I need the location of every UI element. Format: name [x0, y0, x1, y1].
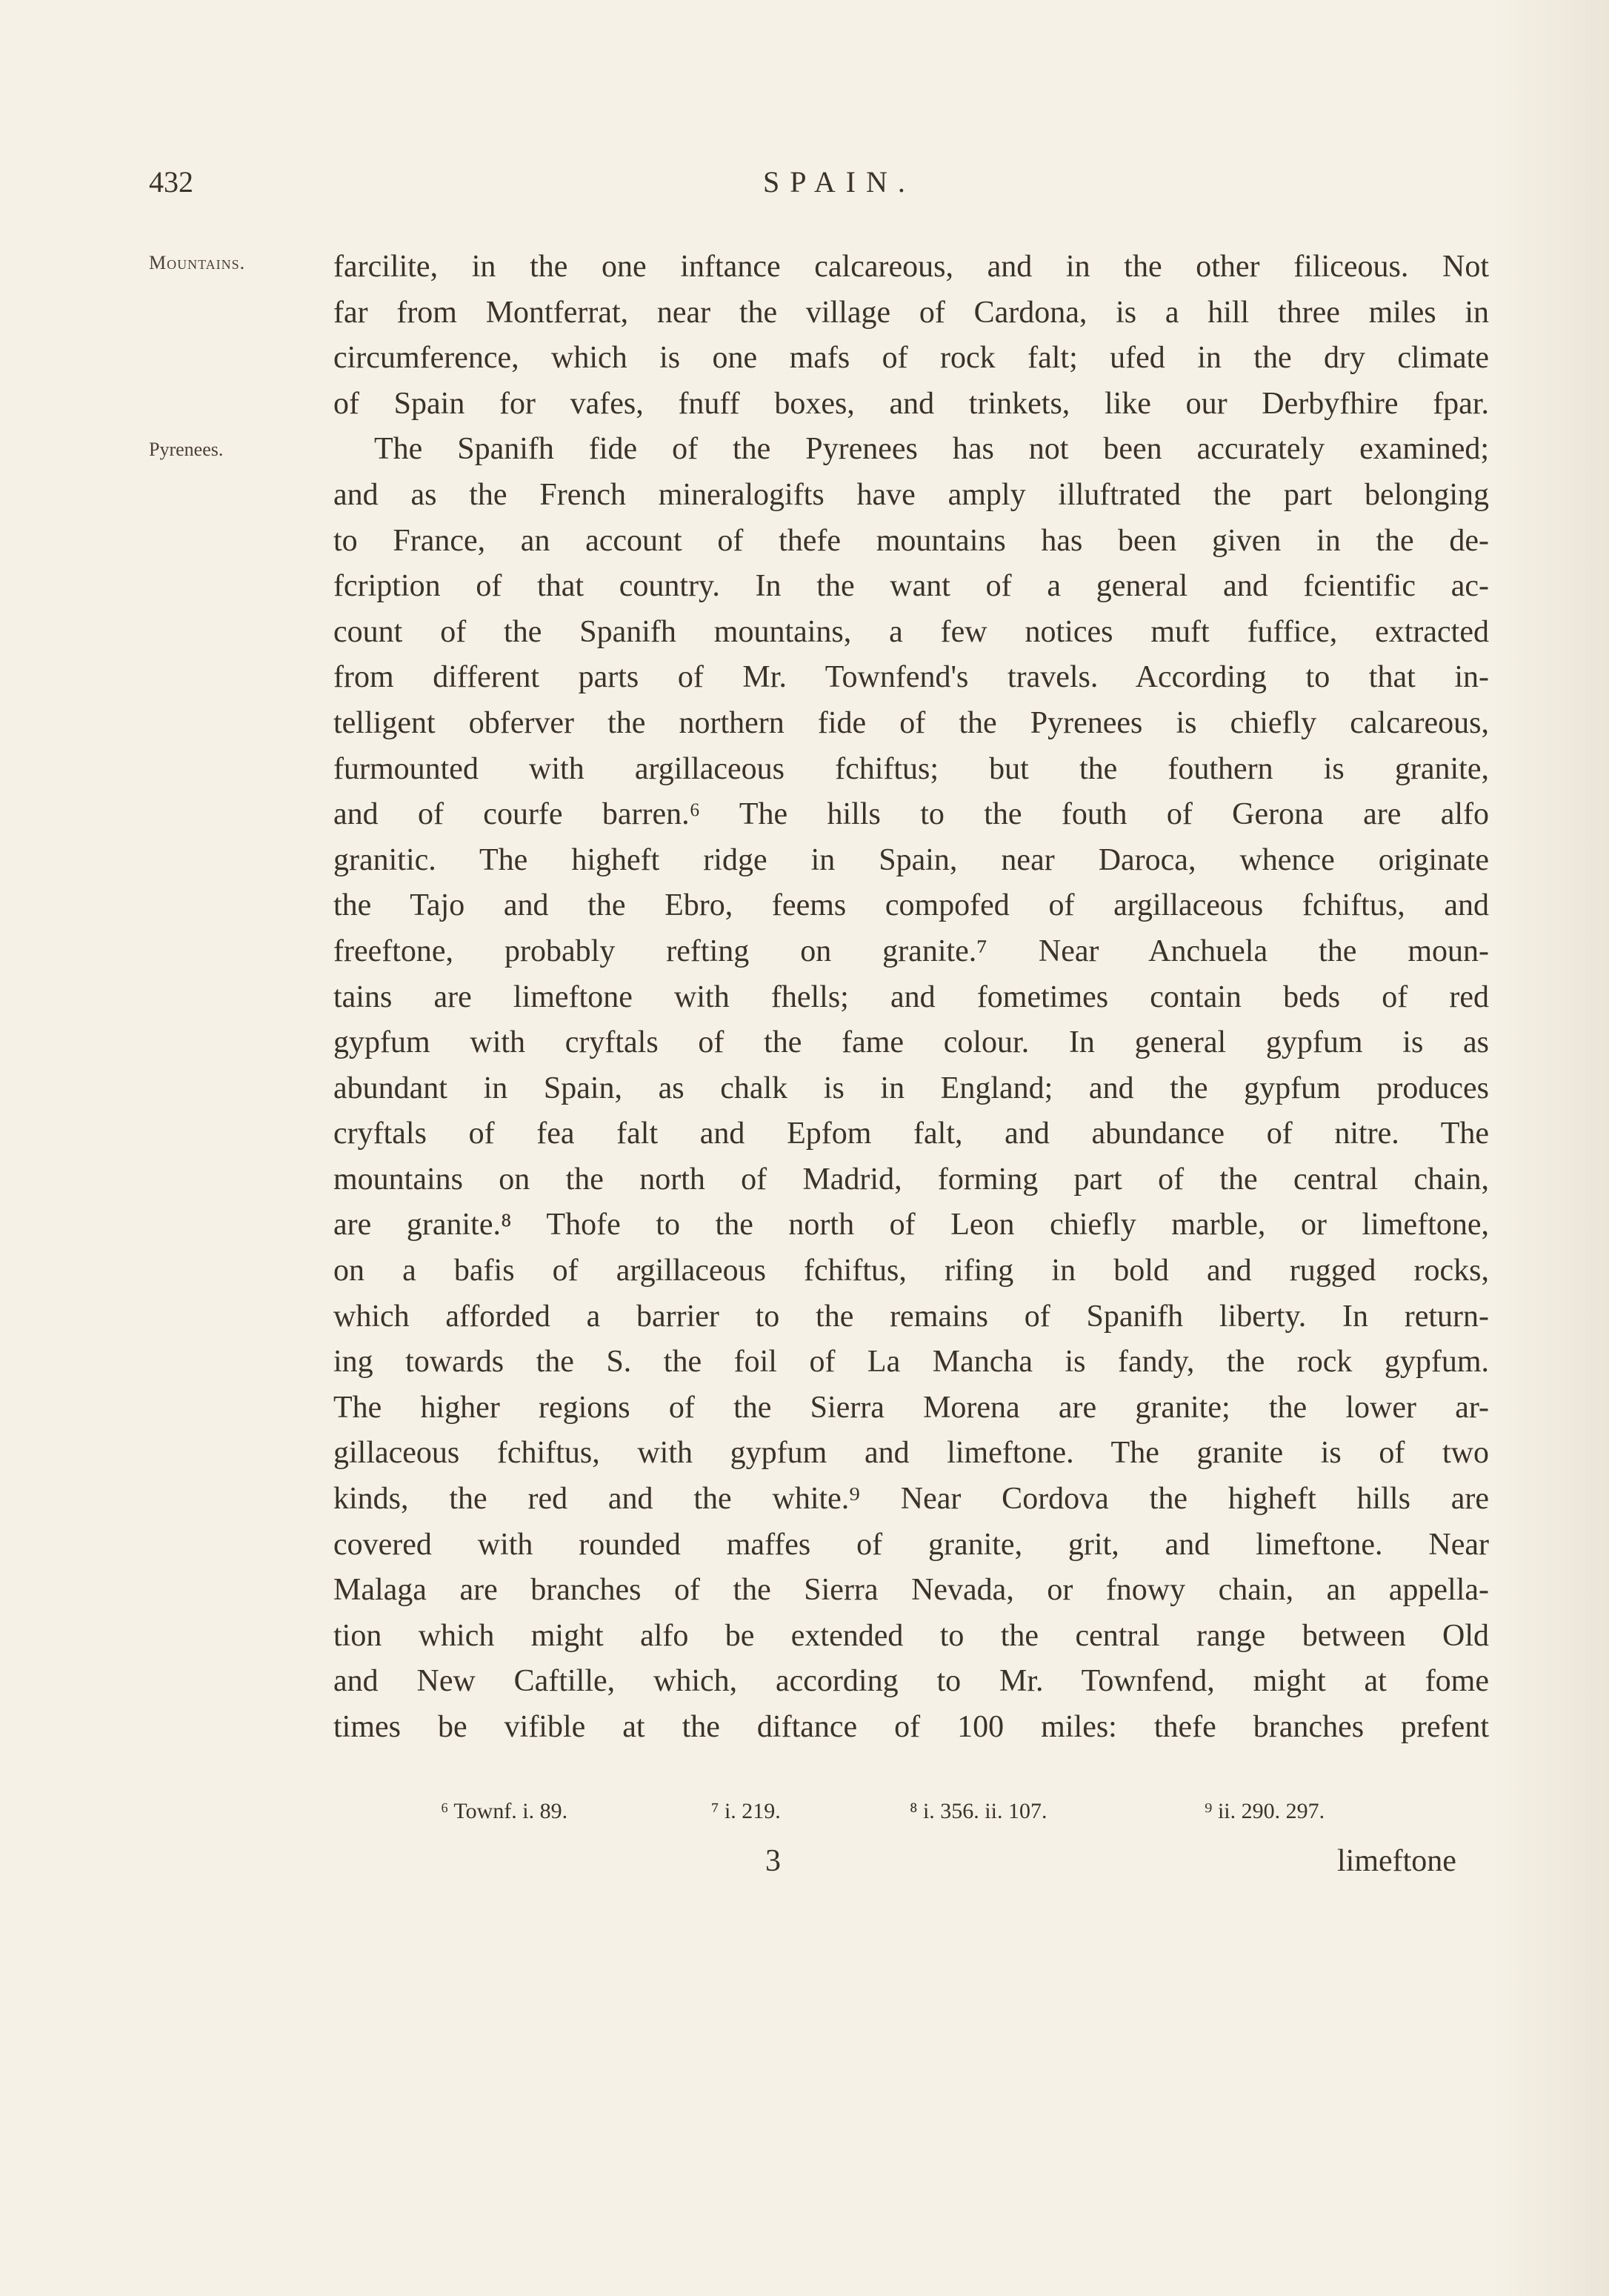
text-line: telligent obferver the northern fide of the Pyrenees is chiefly calcareous,	[333, 705, 1489, 740]
text-line: tains are limeftone with fhells; and fometimes contain beds of red	[333, 979, 1489, 1014]
text-line: Malaga are branches of the Sierra Nevada, or fnowy chain, an appella-	[333, 1573, 1489, 1608]
text-line: furmounted with argillaceous fchiftus; but the fouthern is granite,	[333, 751, 1489, 786]
text-line: on a bafis of argillaceous fchiftus, rifing in bold and rugged rocks,	[333, 1254, 1489, 1288]
signature-mark: 3	[765, 1844, 781, 1878]
text-line: which afforded a barrier to the remains of Spanifh liberty. In return-	[333, 1299, 1489, 1334]
text-line: cryftals of fea falt and Epfom falt, and abundance of nitre. The	[333, 1117, 1489, 1151]
text-line: The higher regions of the Sierra Morena are granite; the lower ar-	[333, 1390, 1489, 1425]
page-header	[0, 164, 1609, 209]
running-title: SPAIN.	[763, 165, 916, 199]
text-line: gillaceous fchiftus, with gypfum and limeftone. The granite is of two	[333, 1436, 1489, 1471]
margin-note-mountains: Mountains.	[149, 252, 246, 273]
footnote: ⁷ i. 219.	[711, 1799, 781, 1823]
text-line: count of the Spanifh mountains, a few notices muft fuffice, extracted	[333, 614, 1489, 649]
text-line: granitic. The higheft ridge in Spain, near Daroca, whence originate	[333, 842, 1489, 877]
text-line: fcription of that country. In the want of a general and fcientific ac-	[333, 569, 1489, 604]
text-line: kinds, the red and the white.⁹ Near Cordova the higheft hills are	[333, 1482, 1489, 1517]
text-line: and as the French mineralogifts have amply illuftrated the part belonging	[333, 477, 1489, 512]
text-line: gypfum with cryftals of the fame colour. In general gypfum is as	[333, 1025, 1489, 1060]
page-number: 432	[149, 165, 193, 199]
footnote: ⁶ Townf. i. 89.	[441, 1799, 568, 1823]
text-line: abundant in Spain, as chalk is in England; and the gypfum produces	[333, 1071, 1489, 1105]
text-line: covered with rounded maffes of granite, grit, and limeftone. Near	[333, 1527, 1489, 1562]
text-line: circumference, which is one mafs of rock falt; ufed in the dry climate	[333, 341, 1489, 376]
text-line: are granite.⁸ Thofe to the north of Leon chiefly marble, or limeftone,	[333, 1208, 1489, 1242]
text-line: far from Montferrat, near the village of Cardona, is a hill three miles in	[333, 295, 1489, 330]
text-line: freeftone, probably refting on granite.⁷ Near Anchuela the moun-	[333, 934, 1489, 968]
text-line: and New Caftille, which, according to Mr. Townfend, might at fome	[333, 1664, 1489, 1699]
text-line: mountains on the north of Madrid, forming part of the central chain,	[333, 1162, 1489, 1197]
text-line: tion which might alfo be extended to the central range between Old	[333, 1618, 1489, 1653]
text-line: to France, an account of thefe mountains has been given in the de-	[333, 523, 1489, 558]
footnote: ⁸ i. 356. ii. 107.	[910, 1799, 1047, 1823]
text-line: the Tajo and the Ebro, feems compofed of argillaceous fchiftus, and	[333, 888, 1489, 923]
margin-note-pyrenees: Pyrenees.	[149, 439, 224, 460]
text-line: from different parts of Mr. Townfend's travels. According to that in-	[333, 660, 1489, 695]
text-line: and of courfe barren.⁶ The hills to the fouth of Gerona are alfo	[333, 797, 1489, 832]
page-edge-shadow	[1490, 0, 1609, 2296]
footnote: ⁹ ii. 290. 297.	[1205, 1799, 1325, 1823]
footnotes	[0, 1799, 1609, 1829]
body-text	[333, 244, 1489, 1751]
text-line: The Spanifh fide of the Pyrenees has not been accurately examined;	[374, 432, 1489, 467]
text-line: times be vifible at the diftance of 100 miles: thefe branches prefent	[333, 1710, 1489, 1744]
text-line: ing towards the S. the foil of La Mancha is fandy, the rock gypfum.	[333, 1345, 1489, 1380]
text-line: farcilite, in the one inftance calcareous, and in the other filiceous. Not	[333, 250, 1489, 284]
catchword: limeftone	[1337, 1844, 1456, 1878]
text-line: of Spain for vafes, fnuff boxes, and trinkets, like our Derbyfhire fpar.	[333, 386, 1489, 421]
